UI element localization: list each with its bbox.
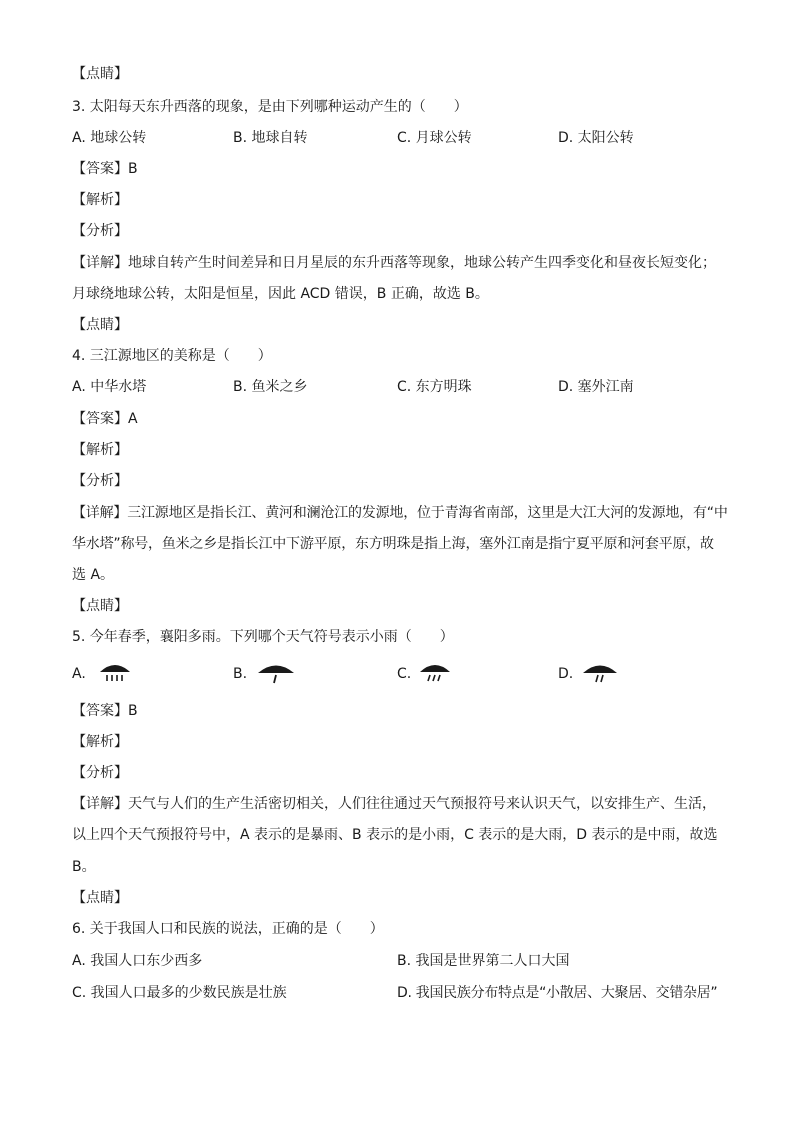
q4-option-b: B. 鱼米之乡 bbox=[233, 379, 308, 395]
q4-answer: 【答案】A bbox=[72, 411, 138, 427]
q6-option-c: C. 我国人口最多的少数民族是壮族 bbox=[72, 985, 287, 1001]
q6-option-d: D. 我国民族分布特点是“小散居、大聚居、交错杂居” bbox=[397, 985, 718, 1001]
q6-option-b: B. 我国是世界第二人口大国 bbox=[397, 953, 570, 969]
q3-option-c: C. 月球公转 bbox=[397, 130, 472, 146]
q3-detail-2: 月球绕地球公转，太阳是恒星，因此 ACD 错误，B 正确，故选 B。 bbox=[72, 286, 489, 302]
q4-option-d: D. 塞外江南 bbox=[558, 379, 634, 395]
q5-detail-2: 以上四个天气预报符号中，A 表示的是暴雨、B 表示的是小雨，C 表示的是大雨，D 表示的是中雨，故选 bbox=[72, 827, 718, 843]
question-3: 3. 太阳每天东升西落的现象，是由下列哪种运动产生的（ ） bbox=[72, 99, 468, 115]
q5-option-b-label: B. bbox=[233, 666, 248, 682]
q3-option-d: D. 太阳公转 bbox=[558, 130, 634, 146]
q5-option-a-label: A. bbox=[72, 666, 86, 682]
q5-dianjing-label: 【点睛】 bbox=[72, 890, 128, 906]
q5-analysis-label: 【解析】 bbox=[72, 734, 128, 750]
q3-answer: 【答案】B bbox=[72, 161, 138, 177]
q5-fenxi-label: 【分析】 bbox=[72, 765, 128, 781]
q6-option-a: A. 我国人口东少西多 bbox=[72, 953, 203, 969]
q5-detail-3: B。 bbox=[72, 859, 96, 875]
q4-detail-3: 选 A。 bbox=[72, 567, 115, 583]
q5-option-c-label: C. bbox=[397, 666, 412, 682]
dianjing-label: 【点睛】 bbox=[72, 66, 128, 82]
q5-answer: 【答案】B bbox=[72, 703, 138, 719]
question-5: 5. 今年春季，襄阳多雨。下列哪个天气符号表示小雨（ ） bbox=[72, 629, 454, 645]
downpour-icon bbox=[418, 660, 452, 684]
question-4: 4. 三江源地区的美称是（ ） bbox=[72, 348, 272, 364]
q3-option-b: B. 地球自转 bbox=[233, 130, 308, 146]
q4-dianjing-label: 【点睛】 bbox=[72, 598, 128, 614]
q3-detail-1: 【详解】地球自转产生时间差异和日月星辰的东升西落等现象，地球公转产生四季变化和昼夜长短变化； bbox=[72, 255, 716, 271]
q4-option-a: A. 中华水塔 bbox=[72, 379, 147, 395]
heavy-rain-icon bbox=[98, 660, 132, 684]
q5-option-d-label: D. bbox=[558, 666, 574, 682]
q4-detail-2: 华水塔”称号，鱼米之乡是指长江中下游平原，东方明珠是指上海，塞外江南是指宁夏平原和河套平原，故 bbox=[72, 536, 714, 552]
q3-analysis-label: 【解析】 bbox=[72, 192, 128, 208]
q3-fenxi-label: 【分析】 bbox=[72, 223, 128, 239]
question-6: 6. 关于我国人口和民族的说法，正确的是（ ） bbox=[72, 921, 384, 937]
q4-fenxi-label: 【分析】 bbox=[72, 473, 128, 489]
q3-option-a: A. 地球公转 bbox=[72, 130, 147, 146]
q4-analysis-label: 【解析】 bbox=[72, 442, 128, 458]
q4-detail-1: 【详解】三江源地区是指长江、黄河和澜沧江的发源地，位于青海省南部，这里是大江大河的发源地，有“中 bbox=[72, 505, 728, 521]
q5-detail-1: 【详解】天气与人们的生产生活密切相关，人们往往通过天气预报符号来认识天气，以安排生产、生活， bbox=[72, 796, 716, 812]
light-rain-icon bbox=[257, 660, 295, 686]
moderate-rain-icon bbox=[582, 660, 618, 686]
q3-dianjing-label: 【点睛】 bbox=[72, 317, 128, 333]
q4-option-c: C. 东方明珠 bbox=[397, 379, 472, 395]
